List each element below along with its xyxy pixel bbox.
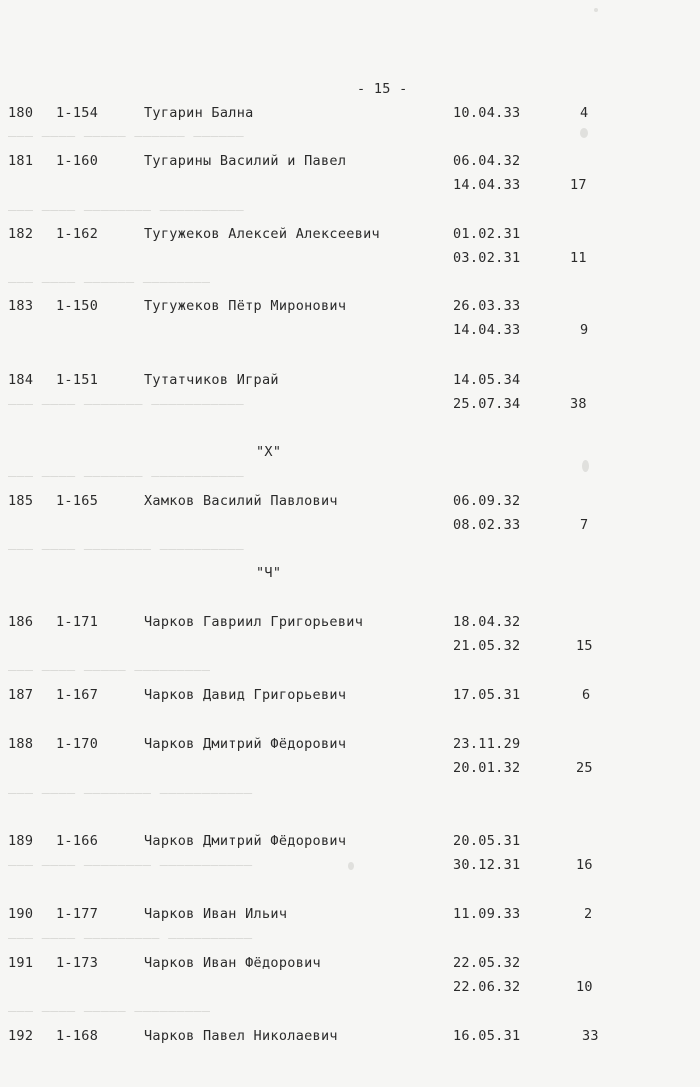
entry-code: 1-150: [56, 298, 99, 314]
entry-number: 181: [8, 153, 34, 169]
bleed-through-text: ——— ———— ————— —————————: [8, 1003, 211, 1019]
ink-smudge: [594, 8, 598, 12]
entry-count: 11: [570, 250, 587, 266]
bleed-through-text: ——— ———— ————— —————— ——————: [8, 128, 244, 144]
entry-count: 38: [570, 396, 587, 412]
bleed-through-text: ——— ———— ———————— ———————————: [8, 785, 253, 801]
entry-date: 14.05.34: [453, 372, 521, 388]
entry-name: Тугарин Бална: [144, 105, 254, 121]
bleed-through-text: ——— ———— ———————— ——————————: [8, 541, 244, 557]
entry-code: 1-168: [56, 1028, 99, 1044]
entry-number: 190: [8, 906, 34, 922]
entry-date: 25.07.34: [453, 396, 521, 412]
entry-date: 01.02.31: [453, 226, 521, 242]
entry-date: 26.03.33: [453, 298, 521, 314]
entry-name: Чарков Давид Григорьевич: [144, 687, 347, 703]
entry-number: 189: [8, 833, 34, 849]
entry-date: 08.02.33: [453, 517, 521, 533]
entry-number: 183: [8, 298, 34, 314]
entry-name: Чарков Дмитрий Фёдорович: [144, 833, 347, 849]
entry-count: 25: [576, 760, 593, 776]
entry-count: 16: [576, 857, 593, 873]
entry-code: 1-166: [56, 833, 99, 849]
entry-count: 15: [576, 638, 593, 654]
entry-count: 4: [580, 105, 589, 121]
entry-name: Чарков Иван Ильич: [144, 906, 288, 922]
entry-number: 184: [8, 372, 34, 388]
entry-number: 180: [8, 105, 34, 121]
bleed-through-text: ——— ———— ———————— ———————————: [8, 857, 253, 873]
entry-code: 1-151: [56, 372, 99, 388]
entry-count: 10: [576, 979, 593, 995]
section-heading: "Ч": [256, 565, 282, 581]
entry-date: 18.04.32: [453, 614, 521, 630]
entry-date: 03.02.31: [453, 250, 521, 266]
entry-name: Чарков Павел Николаевич: [144, 1028, 338, 1044]
entry-code: 1-162: [56, 226, 99, 242]
entry-count: 2: [584, 906, 593, 922]
entry-date: 16.05.31: [453, 1028, 521, 1044]
entry-count: 7: [580, 517, 589, 533]
entry-number: 187: [8, 687, 34, 703]
entry-date: 30.12.31: [453, 857, 521, 873]
entry-name: Чарков Иван Фёдорович: [144, 955, 321, 971]
entry-date: 22.06.32: [453, 979, 521, 995]
entry-name: Тутатчиков Играй: [144, 372, 279, 388]
entry-code: 1-173: [56, 955, 99, 971]
entry-date: 14.04.33: [453, 177, 521, 193]
entry-code: 1-177: [56, 906, 99, 922]
entry-date: 20.01.32: [453, 760, 521, 776]
entry-count: 33: [582, 1028, 599, 1044]
entry-number: 182: [8, 226, 34, 242]
entry-code: 1-170: [56, 736, 99, 752]
bleed-through-text: ——— ———— ———————— ——————————: [8, 202, 244, 218]
entry-number: 188: [8, 736, 34, 752]
entry-name: Чарков Гавриил Григорьевич: [144, 614, 364, 630]
entry-count: 6: [582, 687, 591, 703]
entry-date: 06.04.32: [453, 153, 521, 169]
bleed-through-text: ——— ———— ——————— ———————————: [8, 396, 244, 412]
entry-code: 1-165: [56, 493, 99, 509]
entry-date: 17.05.31: [453, 687, 521, 703]
entry-number: 192: [8, 1028, 34, 1044]
bleed-through-text: ——— ———— —————— ————————: [8, 274, 211, 290]
bleed-through-text: ——— ———— ——————— ———————————: [8, 468, 244, 484]
entry-code: 1-171: [56, 614, 99, 630]
entry-name: Тугужеков Пётр Миронович: [144, 298, 347, 314]
entry-name: Тугарины Василий и Павел: [144, 153, 347, 169]
entry-date: 14.04.33: [453, 322, 521, 338]
entry-code: 1-154: [56, 105, 99, 121]
entry-count: 9: [580, 322, 589, 338]
entry-code: 1-160: [56, 153, 99, 169]
entry-date: 22.05.32: [453, 955, 521, 971]
entry-code: 1-167: [56, 687, 99, 703]
section-heading: "Х": [256, 444, 282, 460]
entry-date: 11.09.33: [453, 906, 521, 922]
entry-date: 10.04.33: [453, 105, 521, 121]
page-number: - 15 -: [357, 81, 408, 97]
ink-smudge: [580, 128, 588, 138]
entry-name: Чарков Дмитрий Фёдорович: [144, 736, 347, 752]
ink-smudge: [582, 460, 589, 472]
entry-date: 06.09.32: [453, 493, 521, 509]
entry-count: 17: [570, 177, 587, 193]
entry-name: Хамков Василий Павлович: [144, 493, 338, 509]
bleed-through-text: ——— ———— ————————— ——————————: [8, 930, 253, 946]
entry-name: Тугужеков Алексей Алексеевич: [144, 226, 380, 242]
entry-number: 191: [8, 955, 34, 971]
ink-smudge: [348, 862, 354, 870]
entry-date: 23.11.29: [453, 736, 521, 752]
entry-date: 21.05.32: [453, 638, 521, 654]
entry-number: 185: [8, 493, 34, 509]
bleed-through-text: ——— ———— ————— —————————: [8, 662, 211, 678]
entry-date: 20.05.31: [453, 833, 521, 849]
entry-number: 186: [8, 614, 34, 630]
